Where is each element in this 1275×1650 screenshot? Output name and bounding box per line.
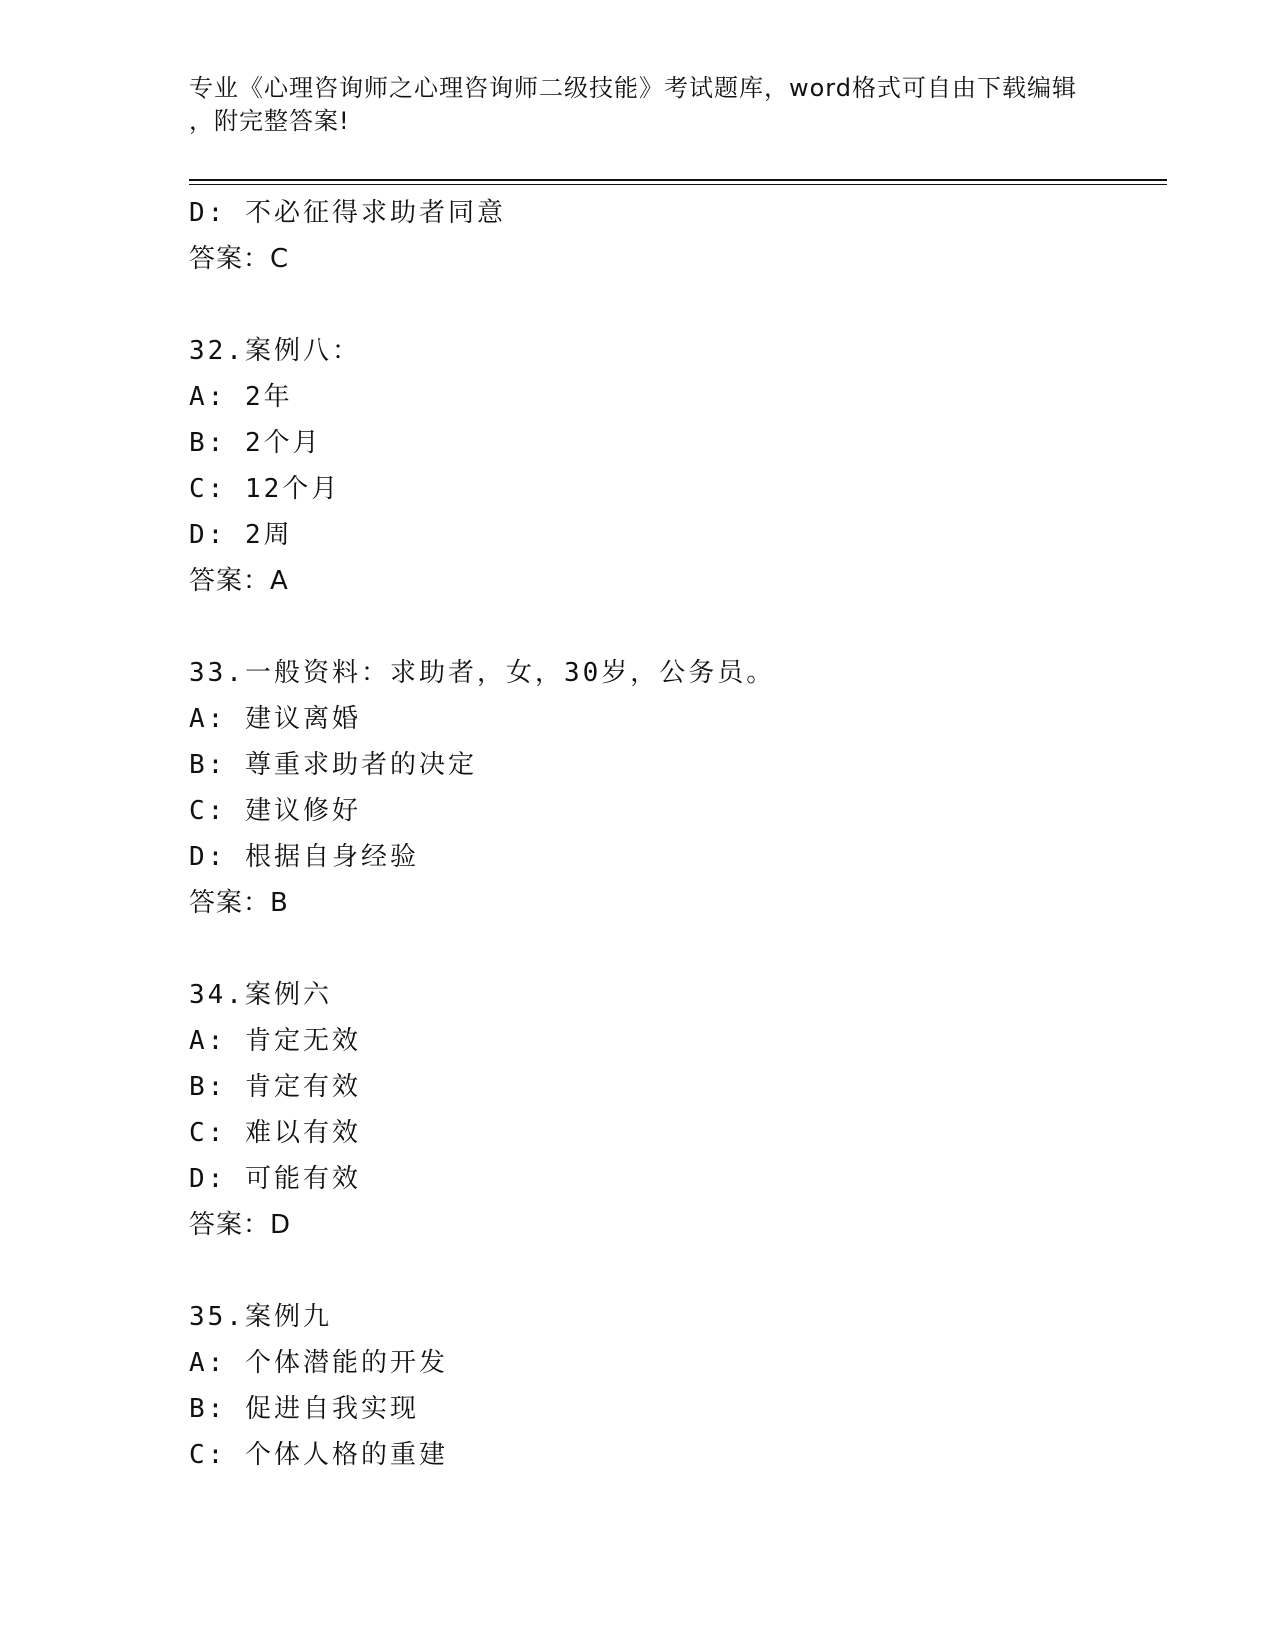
spacer xyxy=(189,604,1169,650)
answer: 答案：D xyxy=(189,1210,292,1240)
option-c: C: 个体人格的重建 xyxy=(189,1440,448,1470)
option-b: B: 促进自我实现 xyxy=(189,1394,419,1424)
option-c: C: 建议修好 xyxy=(189,796,361,826)
option-b: B: 肯定有效 xyxy=(189,1072,361,1102)
answer: 答案：B xyxy=(189,888,289,918)
question-list xyxy=(189,190,1169,1478)
question-title: 35.案例九 xyxy=(189,1302,332,1332)
option-d: D: 根据自身经验 xyxy=(189,842,419,872)
option-a: A: 个体潜能的开发 xyxy=(189,1348,448,1378)
option-d: D: 2周 xyxy=(189,520,293,550)
answer-continued: 答案：C xyxy=(189,244,290,274)
spacer xyxy=(189,282,1169,328)
option-c: C: 难以有效 xyxy=(189,1118,361,1148)
option-b: B: 2个月 xyxy=(189,428,322,458)
question-title: 33.一般资料：求助者，女，30岁，公务员。 xyxy=(189,658,776,688)
option-d: D: 可能有效 xyxy=(189,1164,361,1194)
header-line-2: ，附完整答案! xyxy=(189,107,350,135)
header-divider-thin xyxy=(189,184,1167,185)
header-line-1: 专业《心理咨询师之心理咨询师二级技能》考试题库，word格式可自由下载编辑 xyxy=(189,74,1077,102)
document-header xyxy=(189,72,1089,138)
option-a: A: 肯定无效 xyxy=(189,1026,361,1056)
option-c: C: 12个月 xyxy=(189,474,341,504)
question-title: 32.案例八： xyxy=(189,336,361,366)
question-title: 34.案例六 xyxy=(189,980,332,1010)
spacer xyxy=(189,1248,1169,1294)
question-34 xyxy=(189,972,1169,1248)
option-a: A: 2年 xyxy=(189,382,293,412)
question-32 xyxy=(189,328,1169,604)
answer: 答案：A xyxy=(189,566,289,596)
spacer xyxy=(189,926,1169,972)
option-b: B: 尊重求助者的决定 xyxy=(189,750,477,780)
header-divider-thick xyxy=(189,179,1167,181)
option-d-continued: D: 不必征得求助者同意 xyxy=(189,198,506,228)
option-a: A: 建议离婚 xyxy=(189,704,361,734)
question-33 xyxy=(189,650,1169,926)
question-35 xyxy=(189,1294,1169,1478)
